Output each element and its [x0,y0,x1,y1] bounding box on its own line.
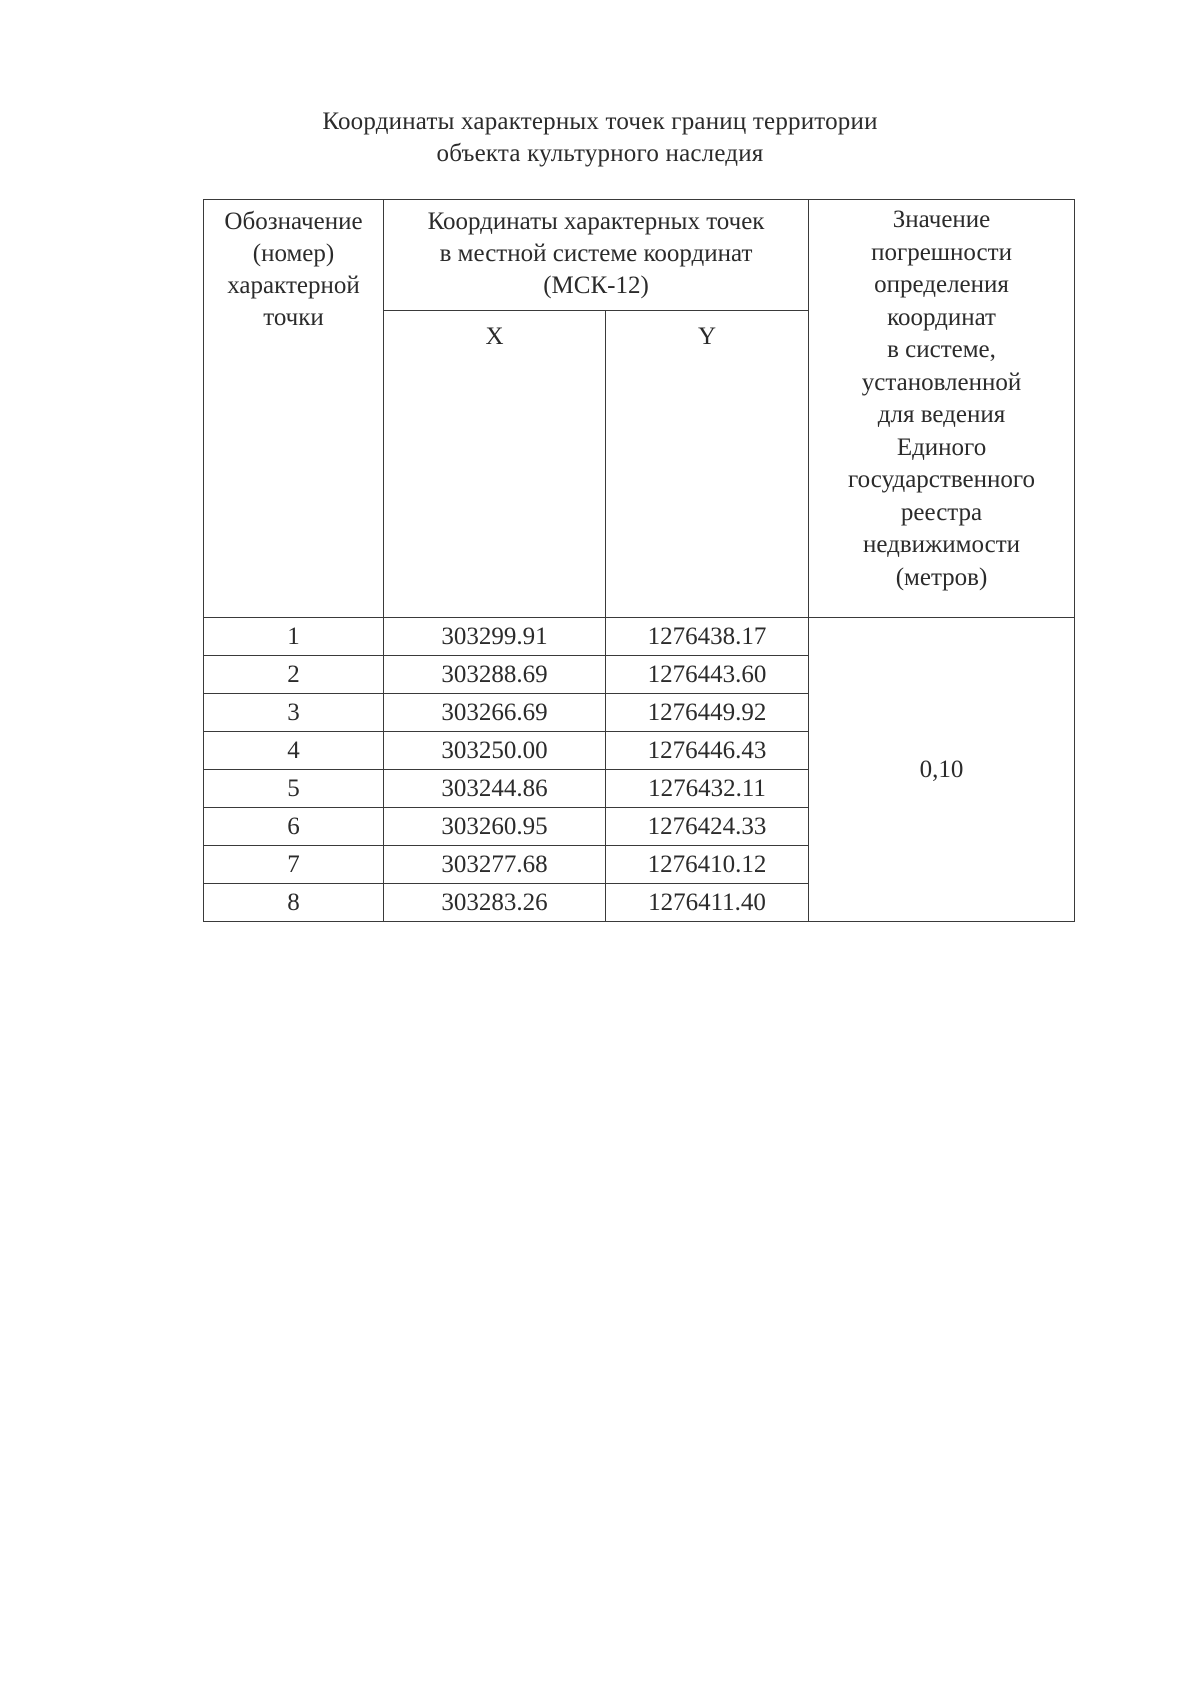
coord-y: 1276410.12 [606,846,809,884]
header-coordinates-line: Координаты характерных точек [427,208,765,235]
header-coordinates [384,200,809,311]
coord-y: 1276438.17 [606,618,809,656]
coord-y: 1276432.11 [606,770,809,808]
document-title [0,106,1200,170]
header-error-line: (метров) [895,563,988,591]
coord-y: 1276411.40 [606,884,809,922]
point-number: 3 [204,694,384,732]
coord-x: 303244.86 [384,770,606,808]
coordinates-table [203,199,1075,922]
coord-y: 1276443.60 [606,656,809,694]
header-error-line: Значение [892,206,991,233]
coord-x: 303250.00 [384,732,606,770]
coord-y: 1276446.43 [606,732,809,770]
point-number: 1 [204,618,384,656]
point-number: 8 [204,884,384,922]
header-error-line: реестра [900,498,983,526]
coord-y: 1276424.33 [606,808,809,846]
header-error-line: для ведения [877,401,1006,428]
point-number: 6 [204,808,384,846]
coord-x: 303277.68 [384,846,606,884]
header-designation-line: характерной [227,272,360,299]
title-line-1: Координаты характерных точек границ территории [322,108,878,135]
error-value: 0,10 [809,618,1075,922]
header-designation-line: (номер) [252,240,335,267]
title-line-2: объекта культурного наследия [436,140,764,167]
coord-x: 303260.95 [384,808,606,846]
point-number: 2 [204,656,384,694]
coord-x: 303283.26 [384,884,606,922]
coord-x: 303299.91 [384,618,606,656]
point-number: 4 [204,732,384,770]
table-row [204,618,1075,656]
header-y: Y [606,311,809,618]
header-error-line: недвижимости [862,531,1021,558]
header-error-line: координат [887,303,996,331]
header-error-line: погрешности [871,238,1012,266]
header-designation-line: Обозначение [224,208,363,235]
header-x: X [384,311,606,618]
header-row-1 [204,200,1075,311]
coord-x: 303288.69 [384,656,606,694]
coord-y: 1276449.92 [606,694,809,732]
point-number: 7 [204,846,384,884]
header-designation [204,200,384,618]
header-error-line: определения [874,271,1009,298]
header-coordinates-line: (МСК-12) [543,272,649,299]
point-number: 5 [204,770,384,808]
header-error-line: государственного [848,466,1035,493]
header-error-line: установленной [861,368,1022,396]
header-error-line: в системе, [887,336,996,363]
header-designation-line: точки [263,304,324,331]
header-error [809,200,1075,618]
coord-x: 303266.69 [384,694,606,732]
header-error-line: Единого [896,433,987,461]
header-coordinates-line: в местной системе координат [439,240,753,267]
